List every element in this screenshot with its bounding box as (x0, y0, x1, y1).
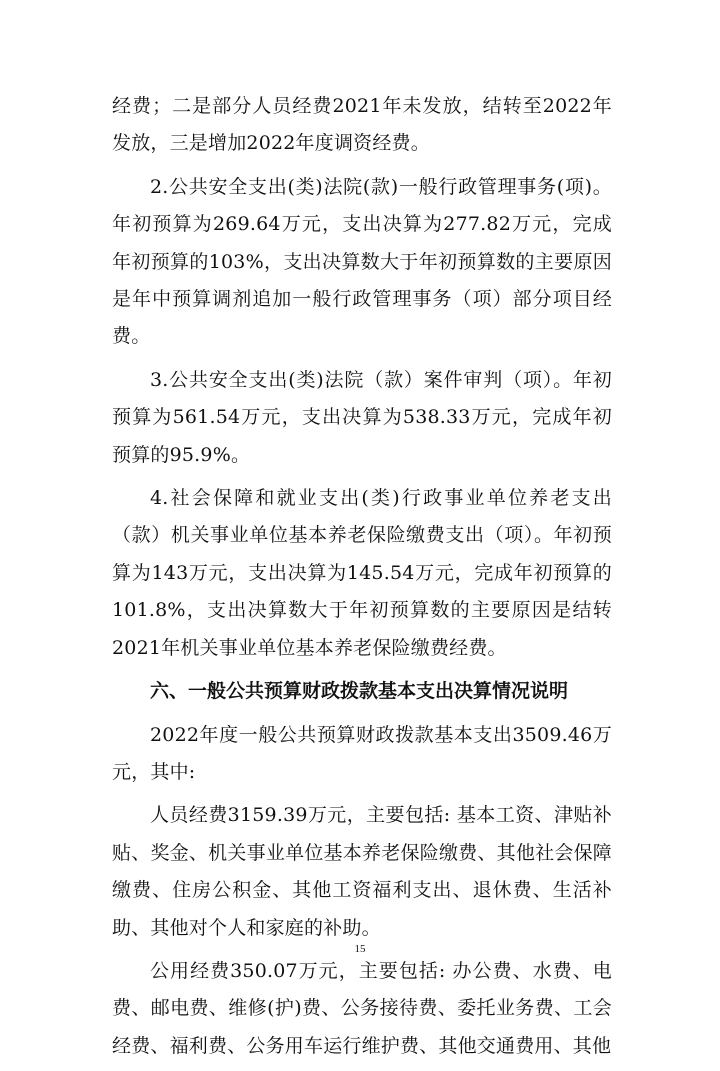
paragraph-item-2: 2.公共安全支出(类)法院(款)一般行政管理事务(项)。年初预算为269.64万元，支出决算为277.82万元，完成年初预算的103%，支出决算数大于年初预算数的主要原因是年中预算调剂追加一般行政管理事务（项）部分项目经费。 (112, 175, 612, 348)
section-heading: 六、一般公共预算财政拨款基本支出决算情况说明 (150, 680, 569, 703)
paragraph-basic-expenditure: 2022年度一般公共预算财政拨款基本支出3509.46万元，其中: (112, 723, 612, 783)
paragraph-continuation: 经费；二是部分人员经费2021年未发放，结转至2022年发放，三是增加2022年度调资经费。 (112, 95, 612, 155)
page-number: 15 (354, 943, 366, 955)
document-body (112, 88, 612, 1071)
paragraph-item-3: 3.公共安全支出(类)法院（款）案件审判（项）。年初预算为561.54万元，支出决算为538.33万元，完成年初预算的95.9%。 (112, 368, 612, 466)
paragraph-public-expenses: 公用经费350.07万元，主要包括: 办公费、水费、电费、邮电费、维修(护)费、公务接待费、委托业务费、工会经费、福利费、公务用车运行维护费、其他交通费用、其他 (112, 959, 612, 1057)
paragraph-personnel-expenses: 人员经费3159.39万元，主要包括: 基本工资、津贴补贴、奖金、机关事业单位基本养老保险缴费、其他社会保障缴费、住房公积金、其他工资福利支出、退休费、生活补助、其他对个人和家庭的补助。 (112, 804, 612, 939)
paragraph-item-4: 4.社会保障和就业支出(类)行政事业单位养老支出（款）机关事业单位基本养老保险缴费支出（项）。年初预算为143万元，支出决算为145.54万元，完成年初预算的101.8%，支出决算数大于年初预算数的主要原因是结转2021年机关事业单位基本养老保险缴费经费。 (112, 487, 612, 659)
